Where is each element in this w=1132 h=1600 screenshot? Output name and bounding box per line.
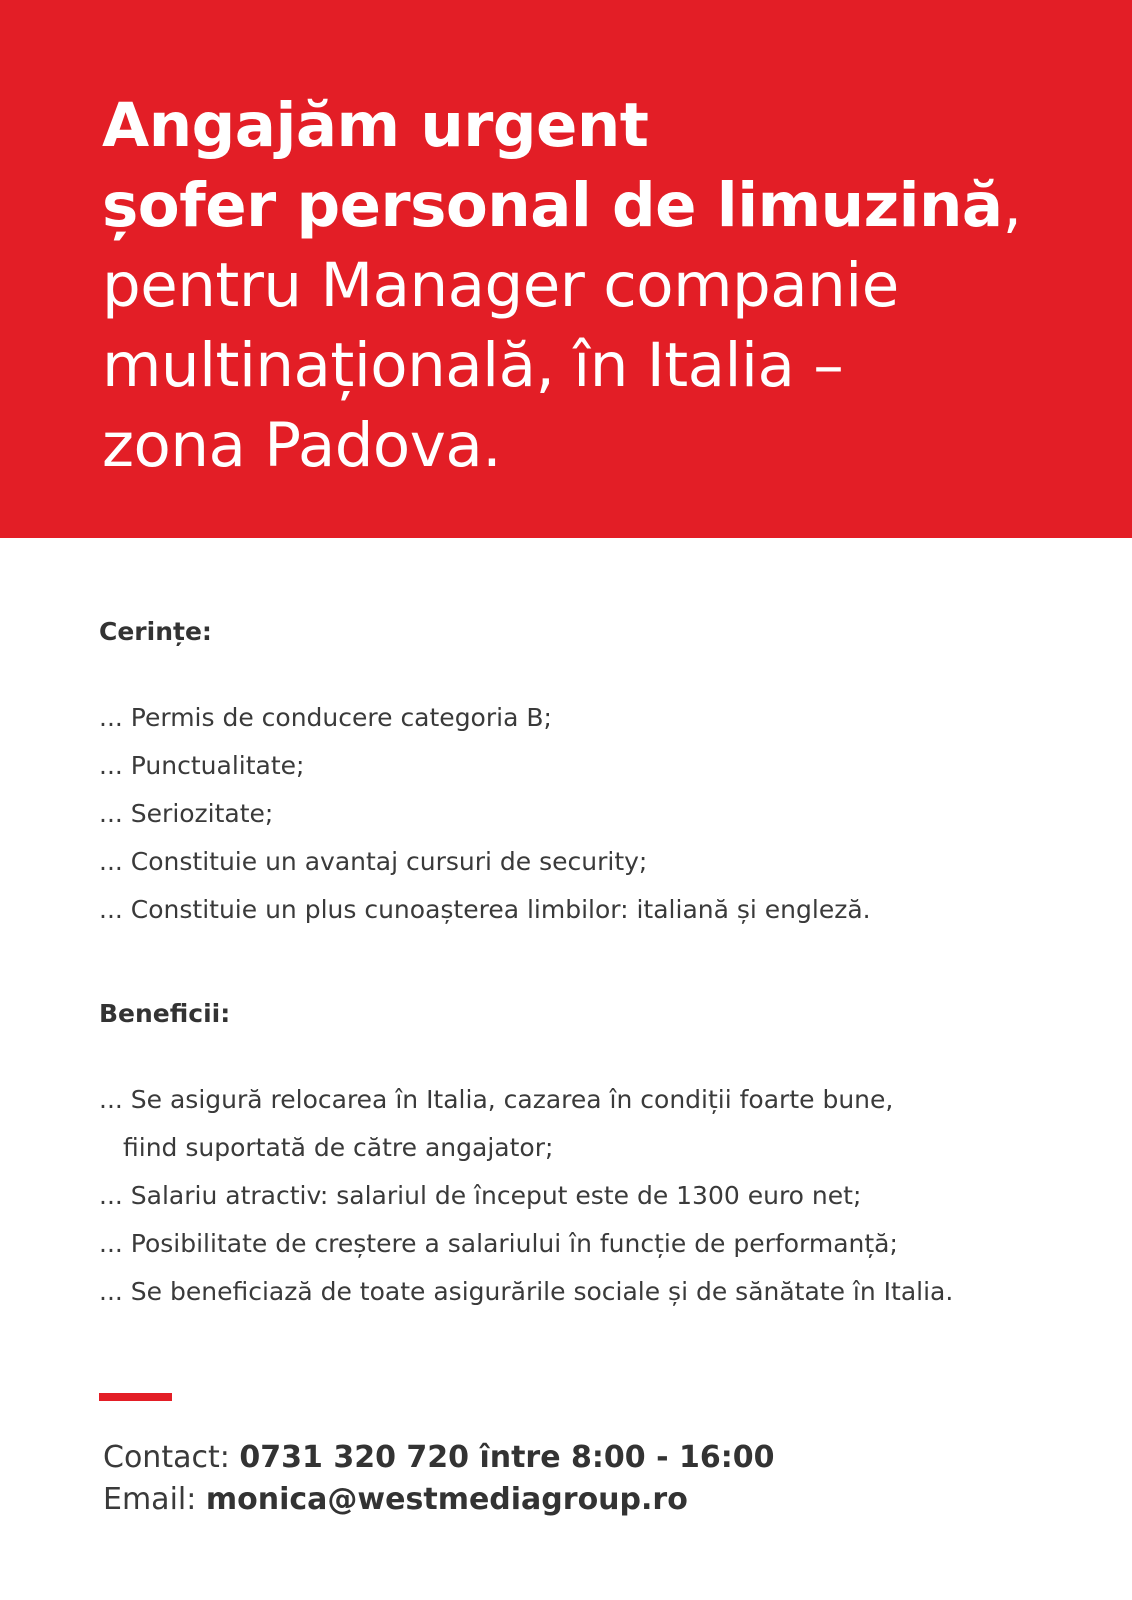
list-item-line: ... Se asigură relocarea în Italia, cazarea în condiții foarte bune,: [99, 1085, 894, 1114]
list-item: ... Seriozitate;: [99, 799, 274, 828]
headline-line-1: Angajăm urgent: [102, 90, 649, 161]
list-item: ... Posibilitate de creștere a salariului în funcție de performanță;: [99, 1229, 898, 1258]
list-item: ... Constituie un plus cunoașterea limbilor: italiană și engleză.: [99, 895, 871, 924]
headline-job-title: șofer personal de limuzină: [102, 170, 1003, 241]
contact-phone-line: [103, 1438, 774, 1478]
list-item: [99, 1076, 1059, 1172]
list-item: ... Se beneficiază de toate asigurările sociale și de sănătate în Italia.: [99, 1277, 954, 1306]
headline-comma: ,: [1002, 170, 1022, 241]
benefits-list: [99, 1076, 1059, 1316]
contact-email-line: [103, 1480, 688, 1520]
list-item: ... Constituie un avantaj cursuri de security;: [99, 847, 648, 876]
email-label: Email:: [103, 1482, 206, 1517]
headline: [102, 86, 1082, 486]
headline-line-4: multinațională, în Italia –: [102, 330, 844, 401]
list-item-continuation: fiind suportată de către angajator;: [123, 1133, 554, 1162]
contact-phone[interactable]: 0731 320 720 între 8:00 - 16:00: [239, 1440, 775, 1475]
requirements-title: Cerințe:: [99, 617, 212, 646]
headline-line-3: pentru Manager companie: [102, 250, 899, 321]
headline-line-5: zona Padova.: [102, 410, 502, 481]
list-item: ... Punctualitate;: [99, 751, 305, 780]
list-item: ... Permis de conducere categoria B;: [99, 703, 552, 732]
list-item: ... Salariu atractiv: salariul de început este de 1300 euro net;: [99, 1181, 862, 1210]
headline-line-2: [102, 166, 1082, 246]
requirements-list: [99, 694, 1059, 934]
contact-label: Contact:: [103, 1440, 240, 1475]
contact-email[interactable]: monica@westmediagroup.ro: [205, 1482, 688, 1517]
header-banner: [0, 0, 1132, 538]
benefits-title: Beneficii:: [99, 999, 231, 1028]
accent-divider: [99, 1393, 172, 1401]
